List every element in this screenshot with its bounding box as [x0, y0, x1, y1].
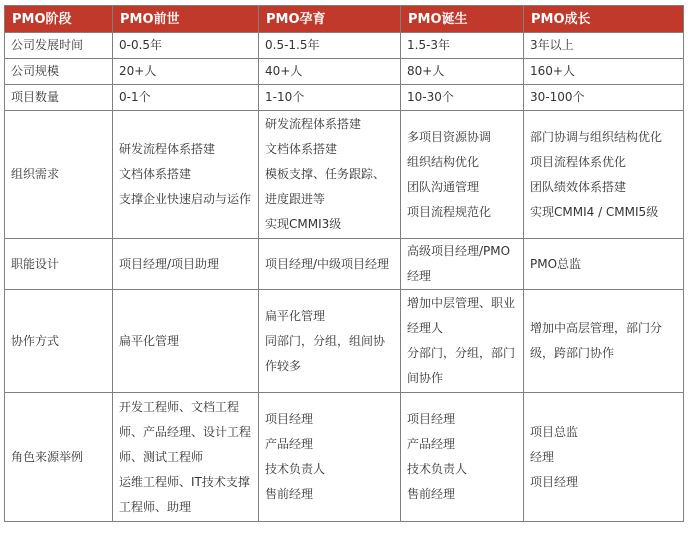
table-cell: [524, 290, 684, 393]
table-cell: [259, 290, 401, 393]
cell-line: 运维工程师、IT技术支撑工程师、助理: [119, 474, 250, 514]
cell-line: 开发工程师、文档工程师、产品经理、设计工程师、测试工程师: [119, 399, 252, 464]
table-cell: 项目经理/项目助理: [113, 239, 259, 290]
header-incubation: PMO孕育: [259, 6, 401, 33]
cell-line: 产品经理: [265, 437, 314, 451]
cell-line: 文档体系搭建: [265, 142, 338, 156]
table-cell: 1-10个: [259, 85, 401, 111]
pmo-stage-table: [4, 5, 684, 522]
table-cell: [401, 393, 524, 522]
table-cell: 40+人: [259, 59, 401, 85]
table-cell: 20+人: [113, 59, 259, 85]
table-cell: PMO总监: [524, 239, 684, 290]
row-label: 协作方式: [5, 290, 113, 393]
cell-line: 分部门，分组，部门间协作: [407, 346, 516, 385]
cell-line: 产品经理: [407, 437, 456, 451]
table-cell: [113, 111, 259, 239]
table-cell: [259, 393, 401, 522]
row-label: 项目数量: [5, 85, 113, 111]
cell-line: 售前经理: [407, 487, 456, 501]
table-row: [5, 393, 684, 522]
table-cell: [401, 290, 524, 393]
row-label: 组织需求: [5, 111, 113, 239]
cell-line: 经理: [530, 449, 555, 464]
cell-line: 增加中层管理、职业经理人: [407, 296, 516, 335]
table-cell: 1.5-3年: [401, 33, 524, 59]
cell-line: 增加中高层管理，部门分级，跨部门协作: [530, 321, 663, 360]
cell-line: 同部门，分组，组间协作较多: [265, 333, 386, 373]
table-cell: 10-30个: [401, 85, 524, 111]
cell-line: 技术负责人: [265, 462, 326, 476]
table-cell: [524, 111, 684, 239]
cell-line: 文档体系搭建: [119, 167, 192, 181]
table-cell: 160+人: [524, 59, 684, 85]
cell-line: 多项目资源协调: [407, 129, 492, 144]
table-cell: 30-100个: [524, 85, 684, 111]
table-row: [5, 239, 684, 290]
cell-line: 支撑企业快速启动与运作: [119, 192, 252, 206]
table-cell: 0-1个: [113, 85, 259, 111]
header-growth: PMO成长: [524, 6, 684, 33]
cell-line: 组织结构优化: [407, 154, 480, 169]
row-label: 角色来源举例: [5, 393, 113, 522]
cell-line: 扁平化管理: [265, 308, 326, 323]
cell-line: 项目经理: [265, 412, 314, 426]
table-row: [5, 290, 684, 393]
pmo-stage-table-container: [4, 5, 684, 522]
table-row: [5, 111, 684, 239]
cell-line: 项目流程体系优化: [530, 154, 627, 169]
table-row: [5, 33, 684, 59]
cell-line: 售前经理: [265, 487, 314, 501]
table-row: [5, 59, 684, 85]
cell-line: 扁平化管理: [119, 333, 180, 348]
table-cell: [113, 290, 259, 393]
header-pre: PMO前世: [113, 6, 259, 33]
table-cell: 3年以上: [524, 33, 684, 59]
cell-line: 实现CMMI4 / CMMI5级: [530, 204, 659, 219]
row-label: 职能设计: [5, 239, 113, 290]
table-cell: 0-0.5年: [113, 33, 259, 59]
row-label: 公司发展时间: [5, 33, 113, 59]
cell-line: 团队绩效体系搭建: [530, 179, 627, 194]
cell-line: 项目经理: [407, 412, 456, 426]
cell-line: 项目经理: [530, 474, 579, 489]
header-birth: PMO诞生: [401, 6, 524, 33]
table-cell: [401, 111, 524, 239]
table-row: [5, 85, 684, 111]
cell-line: 项目总监: [530, 424, 579, 439]
table-cell: [524, 393, 684, 522]
cell-line: 模板支撑、任务跟踪、进度跟进等: [265, 167, 386, 206]
cell-line: 研发流程体系搭建: [119, 142, 216, 156]
cell-line: 研发流程体系搭建: [265, 117, 362, 131]
table-cell: [259, 111, 401, 239]
table-cell: 高级项目经理/PMO经理: [401, 239, 524, 290]
header-stage: PMO阶段: [5, 6, 113, 33]
table-cell: 0.5-1.5年: [259, 33, 401, 59]
header-row: [5, 6, 684, 33]
row-label: 公司规模: [5, 59, 113, 85]
table-cell: 项目经理/中级项目经理: [259, 239, 401, 290]
cell-line: 实现CMMI3级: [265, 217, 342, 231]
cell-line: 团队沟通管理: [407, 179, 480, 194]
cell-line: 技术负责人: [407, 462, 468, 476]
cell-line: 部门协调与组织结构优化: [530, 129, 663, 144]
cell-line: 项目流程规范化: [407, 204, 492, 219]
table-cell: 80+人: [401, 59, 524, 85]
table-cell: [113, 393, 259, 522]
